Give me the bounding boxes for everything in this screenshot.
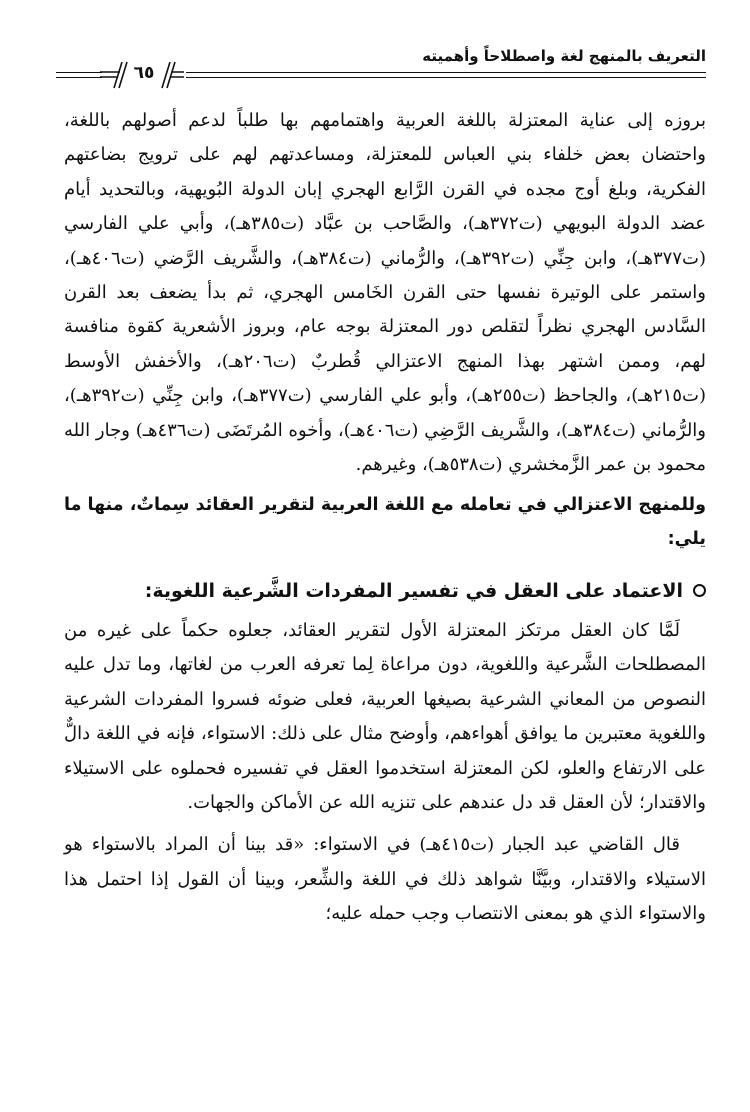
- page-number: ٦٥: [133, 63, 155, 83]
- page-header: [56, 38, 706, 90]
- paragraph-reason: لَمَّا كان العقل مرتكز المعتزلة الأول لتقرير العقائد، جعلوه حكماً على غيره من المصطلحات الشَّرعية واللغوية، دون مراعاة لِما تعرفه العرب من لغاتها، وما تدل عليه النصوص من المعاني الشرعية بصيغها العربية، فعلى ضوئه فسروا المفردات الشرعية واللغوية معتبرين ما يوافق أهواءهم، وأوضح مثال على ذلك: الاستواء، فإنه في اللغة دالٌّ على الارتفاع والعلو، لكن المعتزلة استخدموا العقل في تفسيره فحملوه على الاستيلاء والاقتدار؛ لأن العقل قد دل عندهم على تنزيه الله عن الأماكن والجهات.: [64, 619, 706, 813]
- paragraph-quote: قال القاضي عبد الجبار (ت٤١٥هـ) في الاستواء: «قد بينا أن المراد بالاستواء هو الاستيلاء والاقتدار، وبيَّنَّا شواهد ذلك في اللغة والشِّعر، وبينا أن القول إذا احتمل هذا والاستواء الذي هو بمعنى الانتصاب وجب حمله عليه؛: [64, 834, 706, 925]
- header-left-rules: [56, 72, 102, 80]
- page-body: [64, 104, 706, 932]
- paragraph-features-intro: وللمنهج الاعتزالي في تعامله مع اللغة العربية لتقرير العقائد سِماتٌ، منها ما يلي:: [64, 495, 706, 550]
- page-number-ornament: [100, 60, 184, 90]
- section-heading: [64, 574, 706, 608]
- paragraph-history: بروزه إلى عناية المعتزلة باللغة العربية واهتمامهم بها طلباً لدعم أصولهم باللغة، واحتضان بعض خلفاء بني العباس للمعتزلة، ومساعدتهم لهم على ترويج بضاعتهم الفكرية، وبلغ أوج مجده في القرن الرَّابع الهجري إبان الدولة البُويهية، وبالتحديد أيام عضد الدولة البويهي (ت٣٧٢هـ)، والصَّاحب بن عبَّاد (ت٣٨٥هـ)، وأبي علي الفارسي (ت٣٧٧هـ)، وابن جِنِّي (ت٣٩٢هـ)، والرُّماني (ت٣٨٤هـ)، والشَّريف الرَّضي (ت٤٠٦هـ)، واستمر على الوتيرة نفسها حتى القرن الخَامس الهجري، ثم بدأ يضعف بعد القرن السَّادس الهجري نظراً لتقلص دور المعتزلة بوجه عام، وبروز الأشعرية كقوة منافسة لهم، وممن اشتهر بهذا المنهج الاعتزالي قُطربٌ (ت٢٠٦هـ)، والأخفش الأوسط (ت٢١٥هـ)، والجاحظ (ت٢٥٥هـ)، وأبو علي الفارسي (ت٣٧٧هـ)، وابن جِنِّي (ت٣٩٢هـ)، والرُّماني (ت٣٨٤هـ)، والشَّريف الرَّضِي (ت٤٠٦هـ)، وأخوه المُرتَضَى (ت٤٣٦هـ) وجار الله محمود بن عمر الزَّمخشري (ت٥٣٨هـ)، وغيرهم.: [64, 110, 706, 476]
- circle-bullet-icon: [693, 584, 706, 597]
- header-rule-top: [186, 72, 706, 73]
- running-title: التعريف بالمنهج لغة واصطلاحاً وأهميته: [422, 47, 706, 65]
- header-rule-bottom: [186, 77, 706, 78]
- section-heading-text: الاعتماد على العقل في تفسير المفردات الشَّرعية اللغوية:: [144, 579, 683, 602]
